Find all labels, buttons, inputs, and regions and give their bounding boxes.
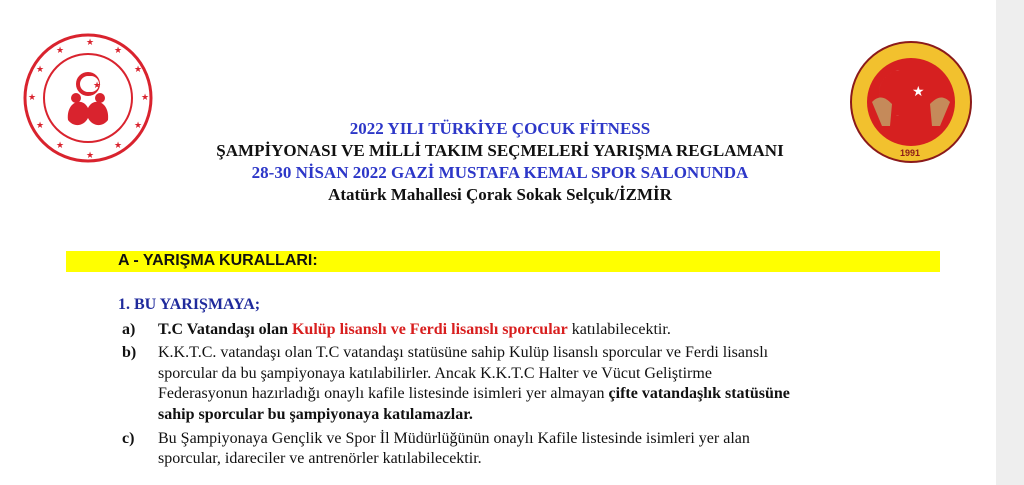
item-b-line-1: K.K.T.C. vatandaşı olan T.C vatandaşı statüsüne sahip Kulüp lisanslı sporcular ve Ferdi lisanslı [158, 344, 769, 361]
rule-1-title: 1. BU YARIŞMAYA; [118, 296, 261, 313]
section-heading-bar [66, 251, 940, 272]
svg-text:★: ★ [56, 45, 65, 55]
item-a-text-2: Kulüp lisanslı ve Ferdi lisanslı sporcular [291, 321, 568, 338]
item-b-line-3b: çifte vatandaşlık statüsüne [608, 385, 790, 402]
svg-text:★: ★ [134, 64, 143, 74]
item-b-line-4: sahip sporcular bu şampiyonaya katılamazlar. [158, 405, 473, 423]
header-date-venue: 28-30 NİSAN 2022 GAZİ MUSTAFA KEMAL SPOR SALONUNDA [251, 163, 749, 182]
section-heading: A - YARIŞMA KURALLARI: [118, 252, 318, 269]
item-label: c) [122, 430, 135, 447]
document-header [160, 118, 840, 206]
svg-text:★: ★ [114, 45, 123, 55]
item-a-text-1: T.C Vatandaşı olan [158, 321, 292, 338]
svg-text:★: ★ [28, 92, 37, 102]
svg-text:★: ★ [36, 120, 45, 130]
item-b-line-3a: Federasyonun hazırladığı onaylı kafile listesinde isimleri yer almayan [158, 385, 609, 402]
scrollbar-track[interactable] [996, 0, 1024, 485]
federation-logo [842, 40, 980, 164]
header-title-line2: ŞAMPİYONASI VE MİLLİ TAKIM SEÇMELERİ YARIŞMA REGLAMANI [216, 141, 784, 160]
svg-text:★: ★ [134, 120, 143, 130]
svg-text:★: ★ [141, 92, 150, 102]
svg-text:★: ★ [114, 140, 123, 150]
item-b-line-2: sporcular da bu şampiyonaya katılabilirler. Ancak K.K.T.C Halter ve Vücut Geliştirme [158, 364, 712, 382]
header-title-line1: 2022 YILI TÜRKİYE ÇOCUK FİTNESS [349, 119, 651, 138]
item-label: a) [122, 321, 136, 338]
item-a-text-3: katılabilecektir. [567, 321, 671, 338]
item-label: b) [122, 344, 137, 361]
svg-text:★: ★ [86, 37, 95, 47]
svg-text:★: ★ [912, 85, 925, 100]
item-c-line-2: sporcular, idareciler ve antrenörler katılabilecektir. [158, 450, 482, 467]
federation-year: 1991 [900, 148, 921, 158]
item-c-line-1: Bu Şampiyonaya Gençlik ve Spor İl Müdürlüğünün onaylı Kafile listesinde isimleri yer alan [158, 430, 750, 447]
header-address: Atatürk Mahallesi Çorak Sokak Selçuk/İZMİR [328, 185, 672, 204]
svg-text:★: ★ [93, 80, 102, 90]
svg-text:★: ★ [86, 150, 95, 160]
svg-text:★: ★ [56, 140, 65, 150]
ministry-logo [22, 32, 154, 164]
svg-text:★: ★ [36, 64, 45, 74]
